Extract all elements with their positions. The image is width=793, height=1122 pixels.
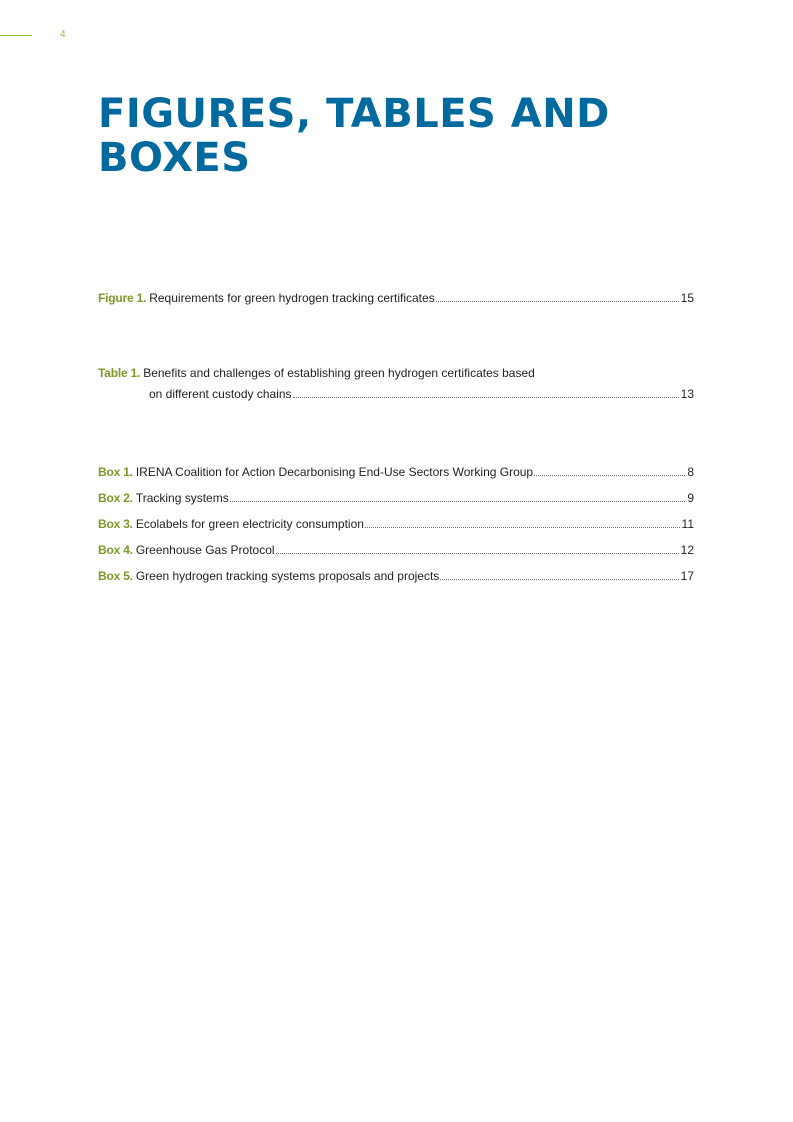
- dot-leader: [440, 579, 678, 580]
- toc-entry-figure-1[interactable]: [98, 290, 694, 306]
- entry-title[interactable]: Green hydrogen tracking systems proposals and projects: [135, 569, 440, 583]
- entry-page-number[interactable]: 8: [687, 465, 694, 479]
- entry-title[interactable]: Requirements for green hydrogen tracking certificates: [149, 291, 435, 305]
- entry-label: Box 2.: [98, 491, 133, 505]
- entry-page-number[interactable]: 17: [680, 569, 694, 583]
- dot-leader: [534, 475, 685, 476]
- entry-page-number[interactable]: 11: [681, 517, 694, 531]
- entry-title[interactable]: Ecolabels for green electricity consumption: [135, 517, 364, 531]
- entry-title[interactable]: Tracking systems: [135, 491, 229, 505]
- toc-entry-box-3[interactable]: [98, 516, 694, 532]
- toc-entry-box-5[interactable]: [98, 568, 694, 584]
- dot-leader: [276, 553, 679, 554]
- entry-label: Box 4.: [98, 543, 133, 557]
- page-number: 4: [60, 29, 66, 40]
- entry-label: Box 3.: [98, 517, 133, 531]
- entry-label: Figure 1.: [98, 291, 147, 305]
- entry-title[interactable]: Greenhouse Gas Protocol: [135, 543, 275, 557]
- dot-leader: [365, 527, 680, 528]
- entry-page-number[interactable]: 15: [680, 291, 694, 305]
- dot-leader: [436, 301, 679, 302]
- entry-title-continuation[interactable]: on different custody chains: [149, 387, 292, 401]
- entry-title[interactable]: Benefits and challenges of establishing green hydrogen certificates based: [143, 366, 535, 380]
- entry-page-number[interactable]: 13: [680, 387, 694, 401]
- entry-page-number[interactable]: 9: [687, 491, 694, 505]
- entry-label: Box 1.: [98, 465, 133, 479]
- entry-label: Table 1.: [98, 366, 141, 380]
- entry-label: Box 5.: [98, 569, 133, 583]
- entry-title[interactable]: IRENA Coalition for Action Decarbonising End-Use Sectors Working Group: [135, 465, 534, 479]
- toc-entry-box-2[interactable]: [98, 490, 694, 506]
- toc-boxes-section: [98, 464, 694, 594]
- dot-leader: [230, 501, 686, 502]
- entry-page-number[interactable]: 12: [680, 543, 694, 557]
- toc-entry-box-1[interactable]: [98, 464, 694, 480]
- page-title: FIGURES, TABLES AND BOXES: [98, 91, 610, 181]
- dot-leader: [293, 397, 679, 398]
- toc-tables-section: [98, 365, 694, 402]
- toc-figures-section: [98, 290, 694, 306]
- toc-entry-table-1[interactable]: [98, 365, 694, 402]
- toc-entry-box-4[interactable]: [98, 542, 694, 558]
- header-accent-rule: [0, 35, 32, 36]
